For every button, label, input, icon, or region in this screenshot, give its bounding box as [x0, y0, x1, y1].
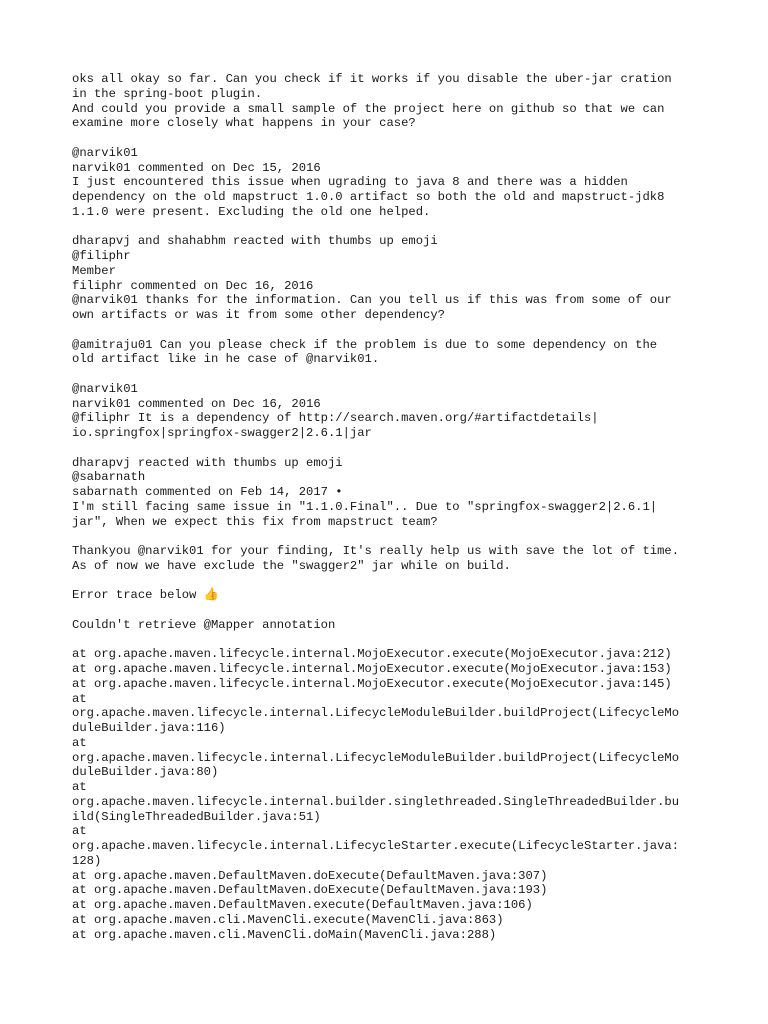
text-line: examine more closely what happens in your case? — [72, 116, 416, 131]
blank-line — [72, 220, 712, 235]
text-line: narvik01 commented on Dec 16, 2016 — [72, 396, 321, 411]
text-line: org.apache.maven.lifecycle.internal.LifecycleModuleBuilder.buildProject(LifecycleMo — [72, 706, 680, 721]
text-line: 128) — [72, 853, 102, 868]
text-line: sabarnath commented on Feb 14, 2017 • — [72, 485, 343, 499]
text-line: io.springfox|springfox-swagger2|2.6.1|jar — [72, 426, 372, 440]
blank-line — [72, 633, 712, 648]
text-line: at org.apache.maven.lifecycle.internal.MojoExecutor.execute(MojoExecutor.java:145) — [72, 676, 672, 691]
text-line: As of now we have exclude the "swagger2" jar while on build. — [72, 558, 511, 573]
text-line: @amitraju01 Can you please check if the problem is due to some dependency on the — [72, 337, 658, 352]
text-line: oks all okay so far. Can you check if it works if you disable the uber-jar cration — [72, 72, 672, 86]
text-line: ild(SingleThreadedBuilder.java:51) — [72, 809, 321, 824]
text-line: at org.apache.maven.cli.MavenCli.execute(MavenCli.java:863) — [72, 912, 504, 927]
text-line: @narvik01 — [72, 381, 138, 396]
text-line: org.apache.maven.lifecycle.internal.builder.singlethreaded.SingleThreadedBuilder.bu — [72, 794, 680, 809]
text-line: old artifact like in he case of @narvik01. — [72, 352, 380, 367]
blank-line — [72, 529, 712, 544]
text-line: jar", When we expect this fix from mapstruct team? — [72, 514, 438, 529]
text-line: @narvik01 thanks for the information. Can you tell us if this was from some of our — [72, 293, 672, 308]
text-line: @sabarnath — [72, 470, 146, 485]
text-line: at — [72, 735, 87, 750]
text-line: dependency on the old mapstruct 1.0.0 artifact so both the old and mapstruct-jdk8 — [72, 190, 665, 204]
blank-line — [72, 603, 712, 618]
text-line: And could you provide a small sample of the project here on github so that we can — [72, 101, 665, 116]
text-line: duleBuilder.java:80) — [72, 765, 219, 780]
text-line: Couldn't retrieve @Mapper annotation — [72, 617, 336, 632]
text-line: I'm still facing same issue in "1.1.0.Final".. Due to "springfox-swagger2|2.6.1| — [72, 499, 658, 514]
text-line: I just encountered this issue when ugrading to java 8 and there was a hidden — [72, 175, 628, 190]
text-line: org.apache.maven.lifecycle.internal.LifecycleStarter.execute(LifecycleStarter.java: — [72, 839, 680, 853]
blank-line — [72, 441, 712, 456]
text-line: duleBuilder.java:116) — [72, 721, 226, 735]
text-line: @filiphr It is a dependency of http://search.maven.org/#artifactdetails| — [72, 411, 599, 426]
blank-line — [72, 131, 712, 146]
blank-line — [72, 367, 712, 382]
text-line: filiphr commented on Dec 16, 2016 — [72, 278, 314, 293]
text-line: at — [72, 691, 87, 706]
text-line: 1.1.0 were present. Excluding the old one helped. — [72, 204, 431, 219]
text-line: at org.apache.maven.DefaultMaven.execute(DefaultMaven.java:106) — [72, 898, 533, 912]
text-line: at org.apache.maven.DefaultMaven.doExecute(DefaultMaven.java:193) — [72, 883, 548, 898]
text-line: org.apache.maven.lifecycle.internal.LifecycleModuleBuilder.buildProject(LifecycleMo — [72, 750, 680, 765]
text-line: own artifacts or was it from some other dependency? — [72, 308, 445, 322]
text-line: at org.apache.maven.cli.MavenCli.doMain(MavenCli.java:288) — [72, 927, 497, 942]
text-line: Member — [72, 263, 116, 278]
text-line: dharapvj and shahabhm reacted with thumbs up emoji — [72, 234, 438, 249]
text-line: at org.apache.maven.DefaultMaven.doExecute(DefaultMaven.java:307) — [72, 868, 548, 883]
text-line: @narvik01 — [72, 145, 138, 160]
text-line: at org.apache.maven.lifecycle.internal.MojoExecutor.execute(MojoExecutor.java:212) — [72, 647, 672, 662]
blank-line — [72, 574, 712, 589]
text-line: Error trace below 👍 — [72, 588, 219, 603]
text-line: in the spring-boot plugin. — [72, 86, 263, 101]
text-line: @filiphr — [72, 249, 131, 263]
text-line: at — [72, 824, 87, 839]
text-line: narvik01 commented on Dec 15, 2016 — [72, 160, 321, 175]
text-line: Thankyou @narvik01 for your finding, It's really help us with save the lot of time. — [72, 544, 680, 558]
text-line: at — [72, 780, 87, 794]
document-page — [72, 72, 712, 942]
text-line: at org.apache.maven.lifecycle.internal.MojoExecutor.execute(MojoExecutor.java:153) — [72, 662, 672, 676]
blank-line — [72, 323, 712, 338]
text-line: dharapvj reacted with thumbs up emoji — [72, 455, 343, 470]
